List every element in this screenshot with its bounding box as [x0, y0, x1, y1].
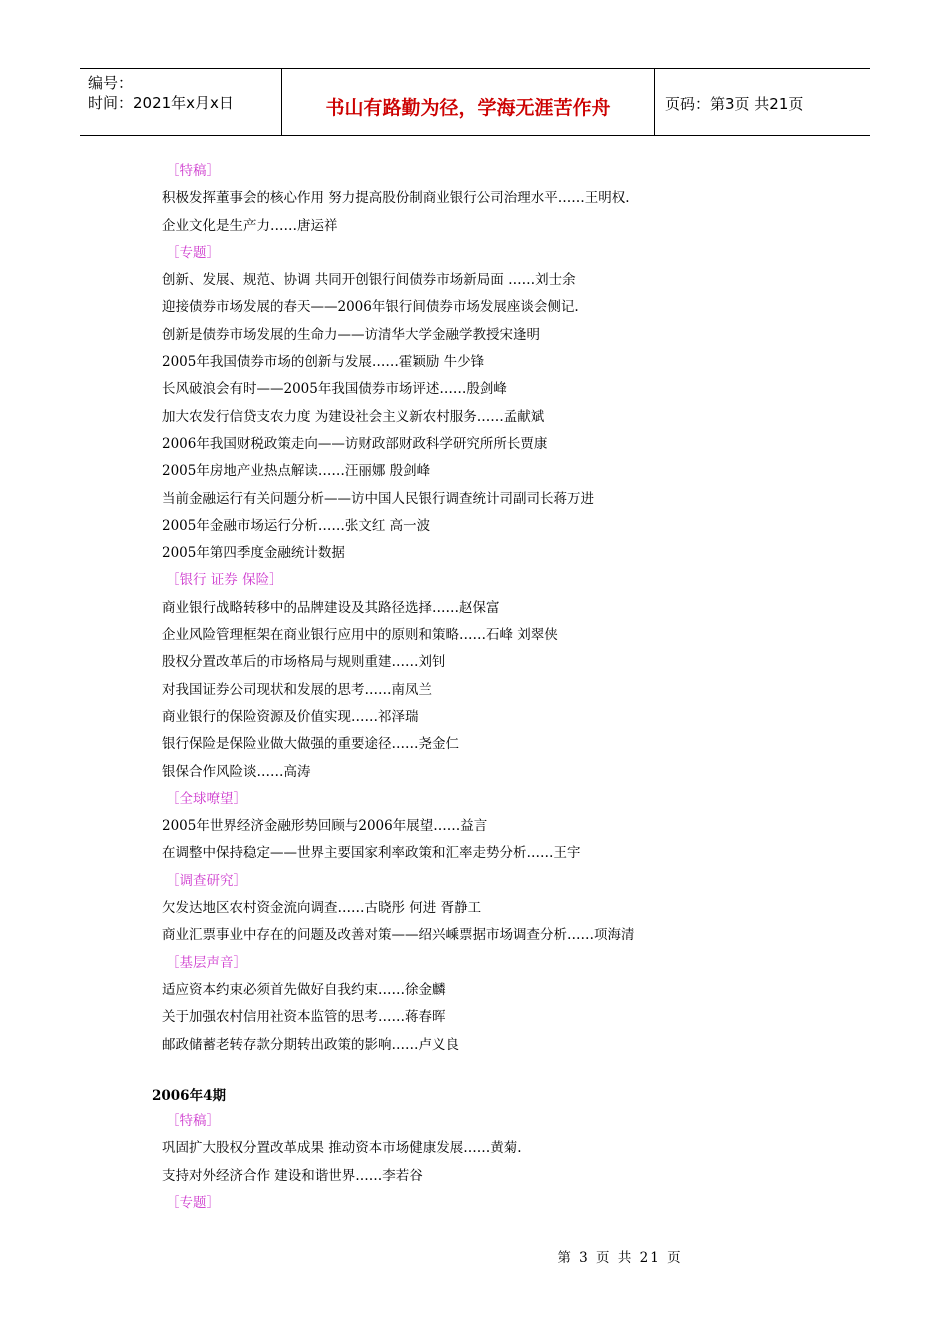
- section-title: ［特稿］: [166, 163, 220, 179]
- toc-entry: 积极发挥董事会的核心作用 努力提高股份制商业银行公司治理水平……王明权.: [162, 190, 630, 207]
- toc-entry: 支持对外经济合作 建设和谐世界……李若谷: [162, 1167, 423, 1184]
- toc-entry: 2005年金融市场运行分析……张文红 高一波: [162, 517, 431, 534]
- number-label: 编号：: [88, 74, 134, 92]
- toc-entry: 企业风险管理框架在商业银行应用中的原则和策略……石峰 刘翠侠: [162, 627, 558, 644]
- toc-entry: 商业银行的保险资源及价值实现……祁泽瑞: [162, 708, 419, 725]
- header-meta: [80, 69, 282, 135]
- toc-entry: 企业文化是生产力……唐运祥: [162, 217, 338, 234]
- toc-entry: 商业汇票事业中存在的问题及改善对策——绍兴嵊票据市场调查分析……项海清: [162, 927, 635, 944]
- toc-entry: 银保合作风险谈……高涛: [162, 763, 311, 780]
- toc-entry: 2006年我国财税政策走向——访财政部财政科学研究所所长贾康: [162, 435, 548, 452]
- toc-entry: 2005年世界经济金融形势回顾与2006年展望……益言: [162, 818, 488, 835]
- section-title: ［专题］: [166, 244, 220, 261]
- toc-entry: 创新是债券市场发展的生命力——访清华大学金融学教授宋逢明: [162, 326, 540, 343]
- toc-entry: 当前金融运行有关问题分析——访中国人民银行调查统计司副司长蒋万进: [162, 490, 594, 507]
- toc-entry: 在调整中保持稳定——世界主要国家利率政策和汇率走势分析……王宇: [162, 845, 581, 862]
- section-title: ［调查研究］: [166, 872, 247, 889]
- toc-entry: 巩固扩大股权分置改革成果 推动资本市场健康发展……黄菊.: [162, 1140, 522, 1157]
- section-title: ［专题］: [166, 1194, 220, 1211]
- toc-entry: 加大农发行信贷支农力度 为建设社会主义新农村服务……孟献斌: [162, 408, 545, 425]
- section-title: ［特稿］: [166, 1113, 220, 1129]
- toc-entry: 2005年第四季度金融统计数据: [162, 545, 345, 562]
- header-page-info: 页码：第3页 共21页: [665, 95, 804, 113]
- toc-entry: 股权分置改革后的市场格局与规则重建……刘钊: [162, 654, 446, 671]
- toc-entry: 长风破浪会有时——2005年我国债券市场评述……殷剑峰: [162, 381, 507, 398]
- toc-entry: 创新、发展、规范、协调 共同开创银行间债券市场新局面 ……刘士余: [162, 272, 576, 289]
- time-label: 时间：2021年x月x日: [88, 94, 234, 112]
- section-title: ［基层声音］: [166, 954, 247, 971]
- page-header: [80, 68, 870, 136]
- section-title: ［银行 证券 保险］: [166, 572, 283, 589]
- toc-entry: 2005年我国债券市场的创新与发展……霍颖励 牛少锋: [162, 354, 485, 371]
- issue-4-contents: [162, 1108, 862, 1217]
- toc-entry: 迎接债券市场发展的春天——2006年银行间债券市场发展座谈会侧记.: [162, 299, 579, 316]
- page-footer: 第 3 页 共 21 页: [557, 1250, 683, 1266]
- toc-entry: 邮政储蓄老转存款分期转出政策的影响……卢义良: [162, 1036, 459, 1053]
- section-title: ［全球嘹望］: [166, 790, 247, 807]
- toc-entry: 关于加强农村信用社资本监管的思考……蒋春晖: [162, 1009, 446, 1026]
- toc-entry: 适应资本约束必须首先做好自我约束……徐金麟: [162, 981, 446, 998]
- toc-entry: 对我国证券公司现状和发展的思考……南凤兰: [162, 681, 432, 698]
- issue-3-contents: [162, 158, 862, 1059]
- toc-entry: 商业银行战略转移中的品牌建设及其路径选择……赵保富: [162, 599, 500, 616]
- header-motto: 书山有路勤为径，学海无涯苦作舟: [282, 69, 655, 135]
- issue-4-heading: 2006年4期: [152, 1088, 226, 1104]
- toc-entry: 2005年房地产业热点解读……汪丽娜 殷剑峰: [162, 463, 431, 480]
- toc-entry: 银行保险是保险业做大做强的重要途径……尧金仁: [162, 736, 459, 753]
- toc-entry: 欠发达地区农村资金流向调查……古晓彤 何进 胥静工: [162, 900, 482, 917]
